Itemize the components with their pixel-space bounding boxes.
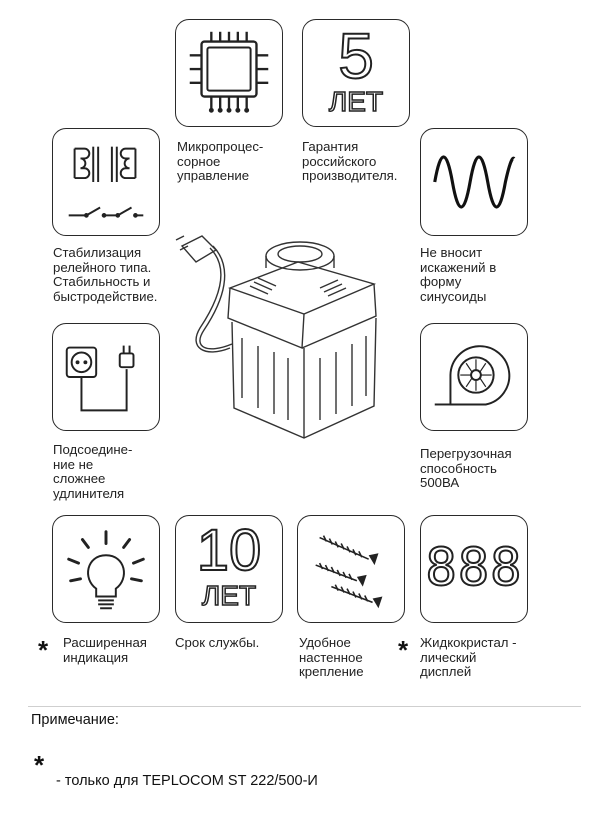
warranty-number: 5: [338, 20, 374, 92]
fan-icon: [420, 323, 528, 431]
chip-icon: [175, 19, 283, 127]
feature-mounting-caption: Удобное настенное крепление: [299, 635, 364, 680]
sine-wave-icon: [420, 128, 528, 236]
service-10-years-icon: [175, 515, 283, 623]
stabilizer-device-image: [170, 218, 405, 450]
indication-star: *: [38, 635, 49, 665]
feature-indication-caption: Расширенная индикация: [63, 635, 147, 665]
feature-connection-caption: Подсоедине- ние не сложнее удлинителя: [53, 442, 133, 501]
feature-sinus-caption: Не вносит искажений в форму синусоиды: [420, 245, 497, 304]
warranty-unit: ЛЕТ: [328, 86, 384, 117]
feature-relay-caption: Стабилизация релейного типа. Стабильность и быстродействие.: [53, 245, 158, 304]
feature-overload-caption: Перегрузочная способность 500ВА: [420, 446, 512, 491]
screws-icon: [297, 515, 405, 623]
note-text: - только для TEPLOCOM ST 222/500-И: [56, 773, 318, 789]
note-star: *: [34, 750, 45, 780]
divider: [28, 706, 581, 707]
lcd-digits: 888: [425, 538, 523, 598]
transformer-relay-icon: [52, 128, 160, 236]
feature-service-life-caption: Срок службы.: [175, 635, 260, 650]
feature-microprocessor-caption: Микропроцес- сорное управление: [177, 139, 264, 184]
note-title: Примечание:: [31, 712, 119, 728]
light-bulb-icon: [52, 515, 160, 623]
service-unit: ЛЕТ: [201, 580, 257, 611]
lcd-star: *: [398, 635, 409, 665]
seven-segment-display-icon: [420, 515, 528, 623]
socket-plug-icon: [52, 323, 160, 431]
feature-lcd-caption: Жидкокристал - лический дисплей: [420, 635, 517, 680]
feature-warranty-caption: Гарантия российского производителя.: [302, 139, 398, 184]
warranty-5-years-icon: [302, 19, 410, 127]
service-number: 10: [196, 518, 262, 583]
